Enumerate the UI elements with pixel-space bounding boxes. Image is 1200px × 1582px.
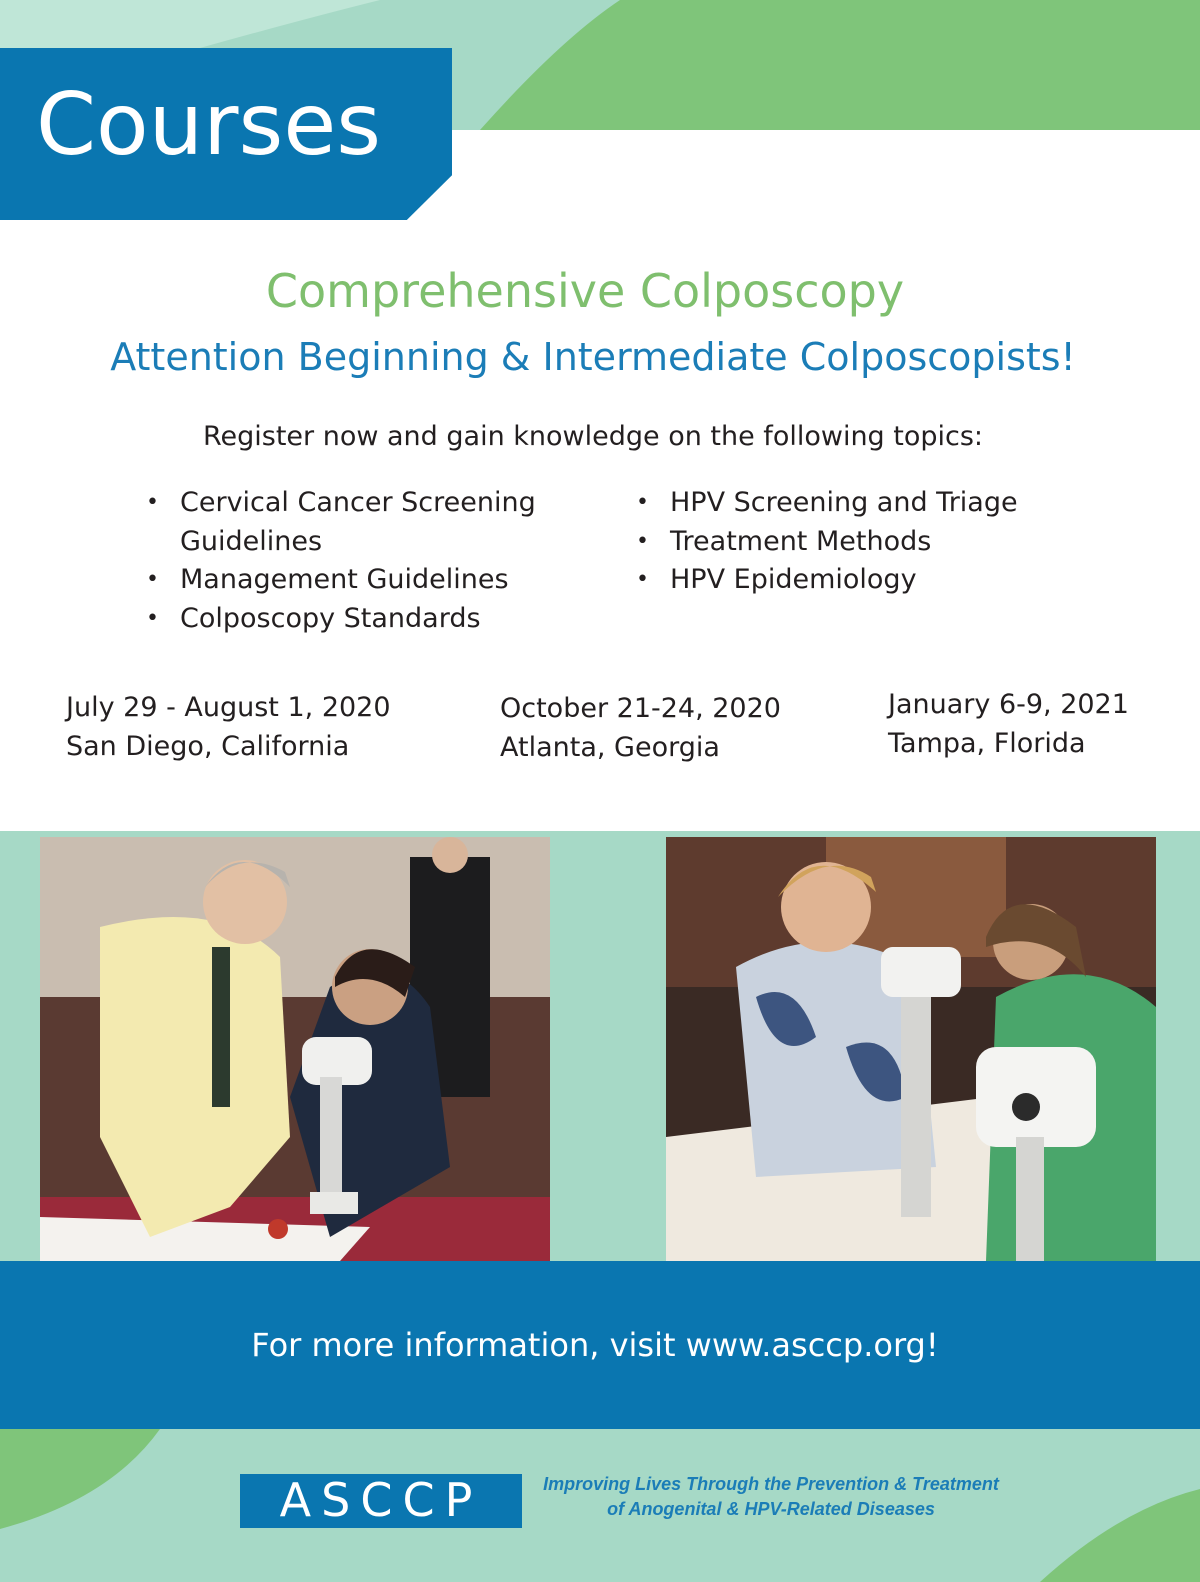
tagline: Improving Lives Through the Prevention & Treatment of Anogenital & HPV-Related Diseases bbox=[543, 1474, 999, 1519]
photo-instructor-demo bbox=[40, 837, 550, 1261]
page-title: Courses bbox=[36, 75, 382, 175]
event-location: Tampa, Florida bbox=[888, 728, 1086, 759]
course-name: Comprehensive Colposcopy bbox=[265, 264, 905, 318]
event-tampa bbox=[888, 685, 1129, 763]
bullet-icon: • bbox=[636, 567, 649, 592]
event-atlanta bbox=[500, 689, 781, 767]
bullet-icon: • bbox=[146, 605, 159, 631]
list-item: • Management Guidelines bbox=[146, 561, 576, 600]
bullet-icon: • bbox=[146, 490, 159, 515]
list-item: • HPV Screening and Triage bbox=[636, 484, 1086, 523]
event-date: January 6-9, 2021 bbox=[888, 689, 1129, 720]
info-link-text[interactable]: For more information, visit www.asccp.org! bbox=[251, 1326, 939, 1364]
topic-list-right bbox=[636, 484, 1086, 600]
list-item: • Cervical Cancer Screening Guidelines bbox=[146, 484, 576, 561]
photo-student-microscope bbox=[666, 837, 1156, 1261]
event-date: July 29 - August 1, 2020 bbox=[66, 692, 391, 723]
event-san-diego bbox=[66, 688, 391, 766]
event-date: October 21-24, 2020 bbox=[500, 693, 781, 724]
list-item: • Treatment Methods bbox=[636, 523, 1086, 562]
list-item: • Colposcopy Standards bbox=[146, 600, 576, 639]
event-location: San Diego, California bbox=[66, 731, 350, 762]
topic-list-left bbox=[146, 484, 576, 638]
intro-text: Register now and gain knowledge on the following topics: bbox=[202, 421, 984, 452]
bullet-icon: • bbox=[146, 567, 159, 592]
logo-text: ASCCP bbox=[279, 1473, 483, 1527]
list-item: • HPV Epidemiology bbox=[636, 561, 1086, 600]
event-location: Atlanta, Georgia bbox=[500, 732, 720, 763]
bullet-icon: • bbox=[636, 490, 649, 515]
audience-headline: Attention Beginning & Intermediate Colposcopists! bbox=[110, 335, 1076, 379]
bullet-icon: • bbox=[636, 528, 649, 554]
